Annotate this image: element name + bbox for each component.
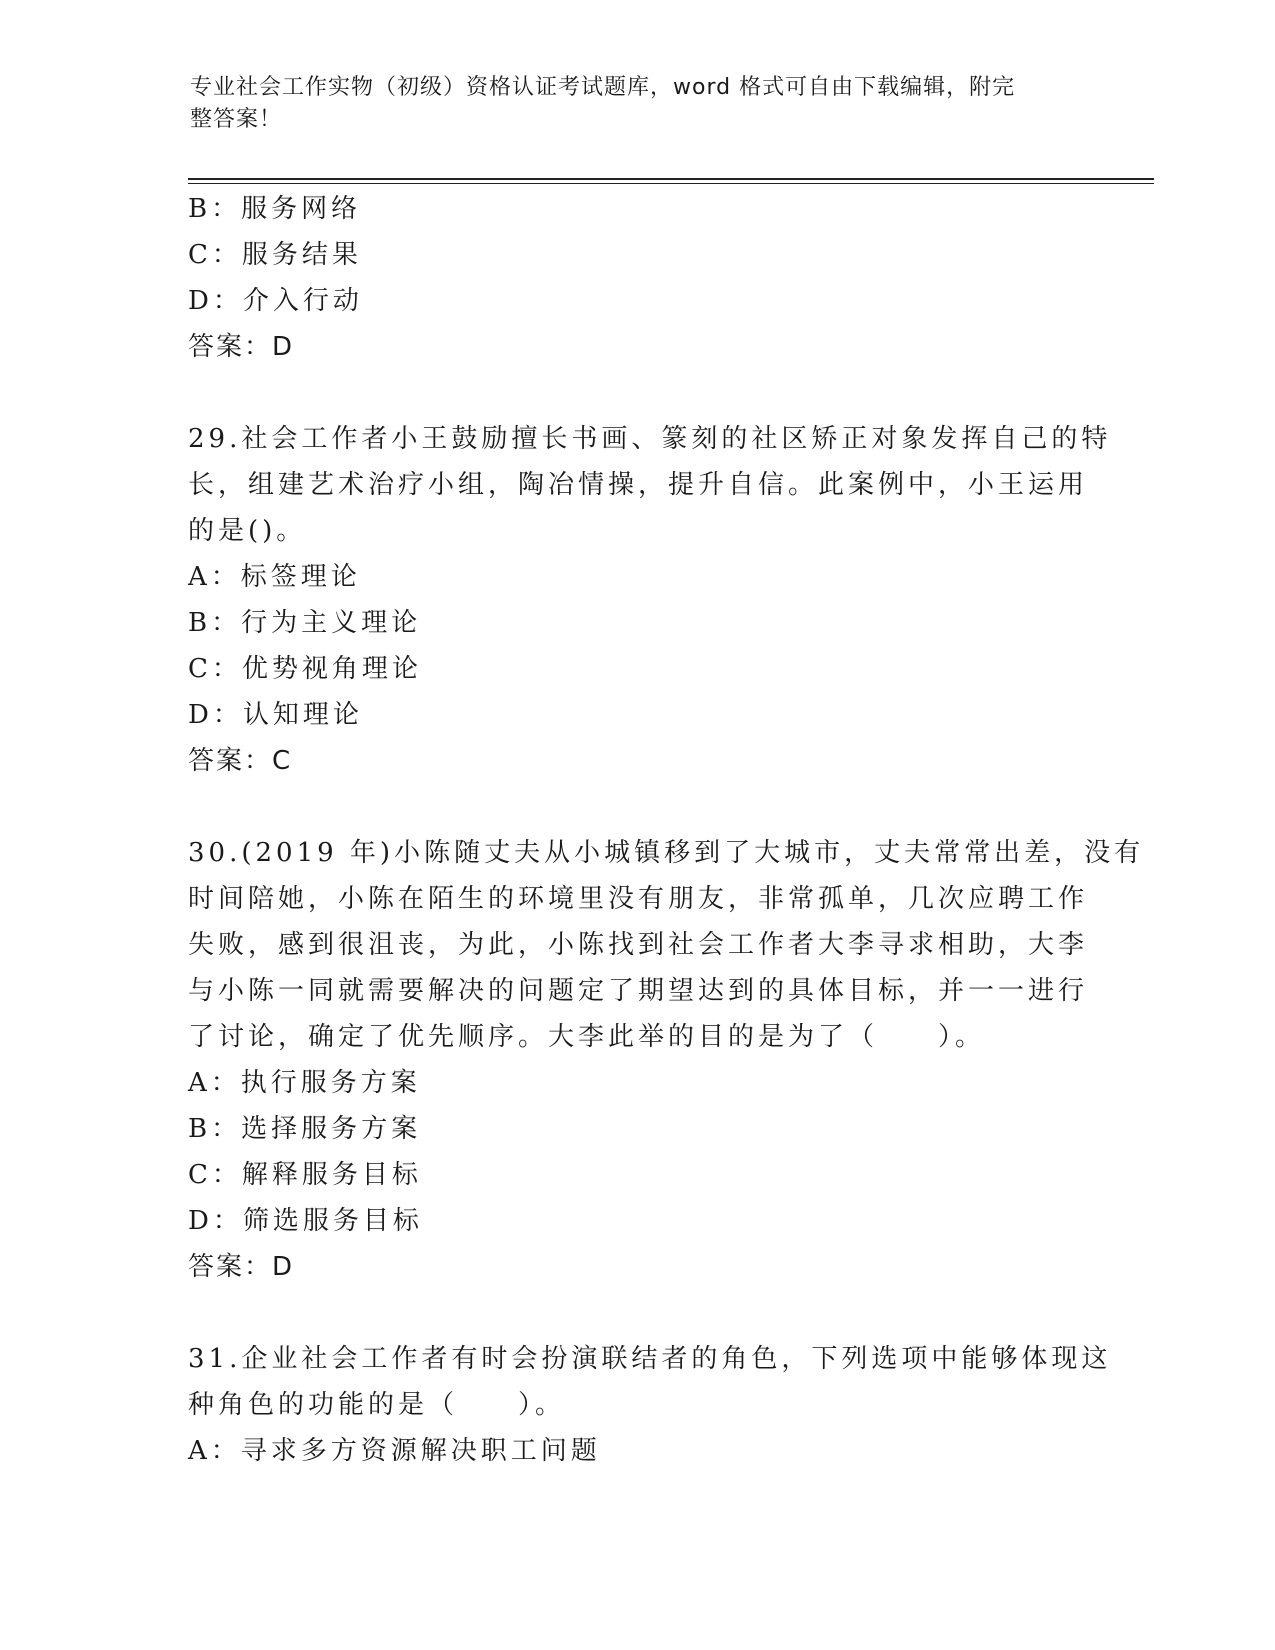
header-line-2: 整答案！ xyxy=(190,107,283,132)
option-d: D：认知理论 xyxy=(188,700,363,730)
answer: 答案：D xyxy=(188,1252,295,1282)
option-a: A：标签理论 xyxy=(188,562,361,592)
spacer xyxy=(188,1290,1088,1336)
option-a: A：寻求多方资源解决职工问题 xyxy=(188,1436,601,1466)
header-divider xyxy=(188,178,1154,184)
question-stem-line: 种角色的功能的是（ ）。 xyxy=(188,1390,566,1420)
option-b: B：行为主义理论 xyxy=(188,608,422,638)
option-d: D：介入行动 xyxy=(188,286,363,316)
spacer xyxy=(188,370,1088,416)
question-stem-line: 长，组建艺术治疗小组，陶冶情操，提升自信。此案例中，小王运用 xyxy=(188,470,1089,500)
answer: 答案：D xyxy=(188,332,295,362)
question-stem-line: 与小陈一同就需要解决的问题定了期望达到的具体目标，并一一进行 xyxy=(188,976,1089,1006)
question-list xyxy=(188,186,1145,1474)
question-29 xyxy=(188,416,1112,784)
option-b: B：服务网络 xyxy=(188,194,362,224)
option-d: D：筛选服务目标 xyxy=(188,1206,423,1236)
option-b: B：选择服务方案 xyxy=(188,1114,422,1144)
question-stem-line: 29.社会工作者小王鼓励擅长书画、篆刻的社区矫正对象发挥自己的特 xyxy=(188,424,1112,454)
question-30 xyxy=(188,830,1145,1290)
question-stem-line: 30.(2019 年)小陈随丈夫从小城镇移到了大城市，丈夫常常出差，没有 xyxy=(188,838,1145,868)
option-c: C：服务结果 xyxy=(188,240,362,270)
question-stem-line: 的是()。 xyxy=(188,516,307,546)
option-a: A：执行服务方案 xyxy=(188,1068,421,1098)
question-stem-line: 31.企业社会工作者有时会扮演联结者的角色，下列选项中能够体现这 xyxy=(188,1344,1112,1374)
option-c: C：优势视角理论 xyxy=(188,654,422,684)
question-31 xyxy=(188,1336,1112,1474)
header-line-1: 专业社会工作实物（初级）资格认证考试题库，word 格式可自由下载编辑，附完 xyxy=(190,75,1016,100)
answer: 答案：C xyxy=(188,746,293,776)
document-header xyxy=(190,72,1070,136)
question-stem-line: 失败，感到很沮丧，为此，小陈找到社会工作者大李寻求相助，大李 xyxy=(188,930,1089,960)
question-stem-line: 了讨论，确定了优先顺序。大李此举的目的是为了（ ）。 xyxy=(188,1022,986,1052)
spacer xyxy=(188,784,1088,830)
option-c: C：解释服务目标 xyxy=(188,1160,422,1190)
question-stem-line: 时间陪她，小陈在陌生的环境里没有朋友，非常孤单，几次应聘工作 xyxy=(188,884,1089,914)
question-28 xyxy=(188,186,1088,370)
